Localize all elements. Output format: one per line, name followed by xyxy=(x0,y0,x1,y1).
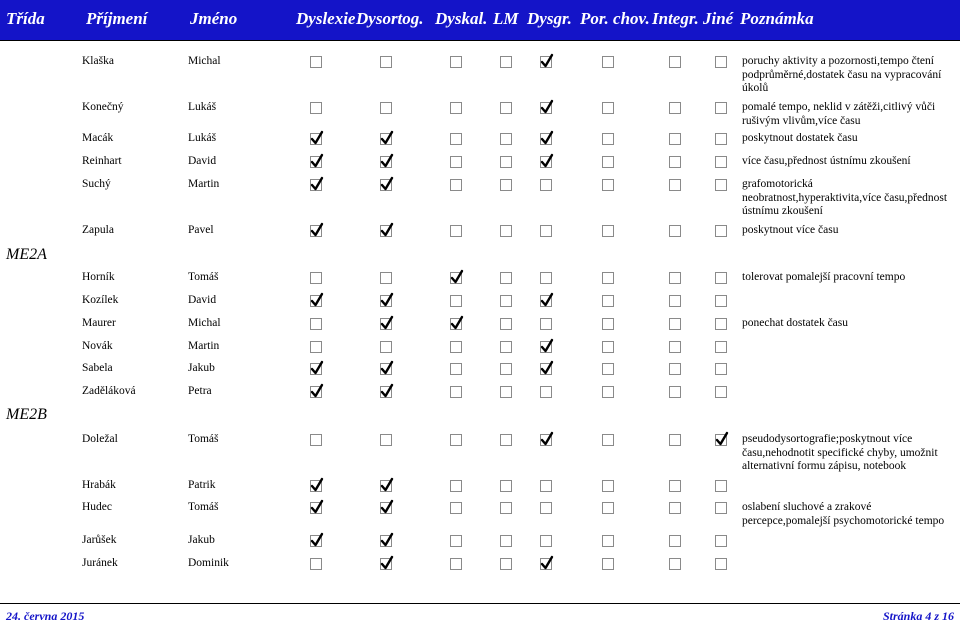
checkbox-checked[interactable] xyxy=(380,295,392,307)
checkbox-unchecked[interactable] xyxy=(500,558,512,570)
checkbox-unchecked[interactable] xyxy=(500,156,512,168)
checkbox-unchecked[interactable] xyxy=(500,386,512,398)
checkbox-unchecked[interactable] xyxy=(669,341,681,353)
student-name: Martin xyxy=(188,178,220,190)
checkbox-unchecked[interactable] xyxy=(450,558,462,570)
checkbox-checked[interactable] xyxy=(380,318,392,330)
checkbox-checked[interactable] xyxy=(540,434,552,446)
checkbox-unchecked[interactable] xyxy=(450,56,462,68)
checkbox-checked[interactable] xyxy=(450,318,462,330)
checkbox-unchecked[interactable] xyxy=(500,480,512,492)
header-dyskal: Dyskal. xyxy=(435,9,488,28)
checkmark-icon xyxy=(311,223,323,237)
checkmark-icon xyxy=(541,100,553,114)
student-note: tolerovat pomalejší pracovní tempo xyxy=(742,271,906,283)
checkbox-unchecked[interactable] xyxy=(540,318,552,330)
checkbox-checked[interactable] xyxy=(380,133,392,145)
checkbox-checked[interactable] xyxy=(380,480,392,492)
checkbox-unchecked[interactable] xyxy=(602,133,614,145)
checkbox-unchecked[interactable] xyxy=(450,434,462,446)
checkbox-unchecked[interactable] xyxy=(450,535,462,547)
checkbox-unchecked[interactable] xyxy=(500,225,512,237)
checkbox-unchecked[interactable] xyxy=(500,434,512,446)
student-note: grafomotorická neobratnost,hyperaktivita,více času,přednost ústnímu zkoušení xyxy=(742,178,948,217)
checkbox-checked[interactable] xyxy=(540,102,552,114)
checkbox-unchecked[interactable] xyxy=(310,318,322,330)
checkbox-unchecked[interactable] xyxy=(602,102,614,114)
checkbox-unchecked[interactable] xyxy=(450,133,462,145)
checkmark-icon xyxy=(381,500,393,514)
student-surname: Reinhart xyxy=(82,155,122,167)
table-header xyxy=(0,0,960,41)
checkbox-unchecked[interactable] xyxy=(310,434,322,446)
checkmark-icon xyxy=(311,154,323,168)
checkbox-unchecked[interactable] xyxy=(540,535,552,547)
checkmark-icon xyxy=(541,154,553,168)
student-note: ponechat dostatek času xyxy=(742,317,849,329)
checkbox-unchecked[interactable] xyxy=(500,341,512,353)
checkbox-unchecked[interactable] xyxy=(715,535,727,547)
group-label-me2a: ME2A xyxy=(6,246,47,263)
checkbox-unchecked[interactable] xyxy=(450,341,462,353)
checkbox-unchecked[interactable] xyxy=(602,56,614,68)
checkbox-unchecked[interactable] xyxy=(602,502,614,514)
checkmark-icon xyxy=(311,533,323,547)
checkbox-checked[interactable] xyxy=(310,225,322,237)
checkbox-checked[interactable] xyxy=(380,502,392,514)
checkbox-unchecked[interactable] xyxy=(669,179,681,191)
checkbox-unchecked[interactable] xyxy=(715,386,727,398)
checkbox-unchecked[interactable] xyxy=(310,558,322,570)
checkbox-checked[interactable] xyxy=(380,179,392,191)
checkmark-icon xyxy=(311,131,323,145)
student-surname: Hrabák xyxy=(82,479,116,491)
checkbox-checked[interactable] xyxy=(540,363,552,375)
student-surname: Kozílek xyxy=(82,294,119,306)
checkbox-unchecked[interactable] xyxy=(500,102,512,114)
checkmark-icon xyxy=(381,131,393,145)
checkbox-checked[interactable] xyxy=(310,295,322,307)
checkbox-unchecked[interactable] xyxy=(669,558,681,570)
student-name: Lukáš xyxy=(188,101,217,113)
student-note: poskytnout dostatek času xyxy=(742,132,858,144)
student-surname: Klaška xyxy=(82,55,114,67)
student-name: Pavel xyxy=(188,224,214,236)
checkbox-checked[interactable] xyxy=(310,535,322,547)
checkbox-unchecked[interactable] xyxy=(450,386,462,398)
checkmark-icon xyxy=(381,293,393,307)
checkbox-unchecked[interactable] xyxy=(715,179,727,191)
checkmark-icon xyxy=(381,154,393,168)
checkbox-checked[interactable] xyxy=(540,341,552,353)
student-surname: Sabela xyxy=(82,362,113,374)
checkbox-unchecked[interactable] xyxy=(602,156,614,168)
checkbox-checked[interactable] xyxy=(380,363,392,375)
checkbox-unchecked[interactable] xyxy=(715,225,727,237)
checkbox-unchecked[interactable] xyxy=(380,272,392,284)
group-label-me2b: ME2B xyxy=(6,406,47,423)
checkbox-unchecked[interactable] xyxy=(602,295,614,307)
checkbox-unchecked[interactable] xyxy=(500,272,512,284)
checkbox-unchecked[interactable] xyxy=(310,102,322,114)
student-name: Tomáš xyxy=(188,501,219,513)
checkbox-unchecked[interactable] xyxy=(540,502,552,514)
checkbox-unchecked[interactable] xyxy=(450,363,462,375)
checkmark-icon xyxy=(311,361,323,375)
checkmark-icon xyxy=(381,316,393,330)
checkbox-unchecked[interactable] xyxy=(669,156,681,168)
checkbox-checked[interactable] xyxy=(310,480,322,492)
student-name: Jakub xyxy=(188,362,215,374)
checkbox-unchecked[interactable] xyxy=(500,318,512,330)
checkmark-icon xyxy=(381,556,393,570)
student-surname: Juránek xyxy=(82,557,118,569)
checkbox-unchecked[interactable] xyxy=(602,341,614,353)
checkmark-icon xyxy=(541,339,553,353)
checkbox-unchecked[interactable] xyxy=(715,102,727,114)
student-note: více času,přednost ústnímu zkoušení xyxy=(742,155,911,167)
header-surname: Příjmení xyxy=(86,9,148,28)
student-surname: Jarůšek xyxy=(82,534,117,546)
checkbox-checked[interactable] xyxy=(310,363,322,375)
checkbox-unchecked[interactable] xyxy=(500,56,512,68)
student-name: Tomáš xyxy=(188,271,219,283)
student-surname: Macák xyxy=(82,132,114,144)
footer-page: Stránka 4 z 16 xyxy=(882,609,954,623)
student-note: pseudodysortografie;poskytnout více času,nehodnotit specifické chyby, umožnit alternativní formu zápisu, notebook xyxy=(742,433,938,472)
checkmark-icon xyxy=(541,131,553,145)
checkbox-unchecked[interactable] xyxy=(669,434,681,446)
student-name: Patrik xyxy=(188,479,216,491)
checkmark-icon xyxy=(381,177,393,191)
checkbox-unchecked[interactable] xyxy=(602,434,614,446)
checkbox-checked[interactable] xyxy=(310,502,322,514)
checkbox-unchecked[interactable] xyxy=(602,480,614,492)
checkbox-unchecked[interactable] xyxy=(602,386,614,398)
checkbox-unchecked[interactable] xyxy=(715,363,727,375)
checkbox-unchecked[interactable] xyxy=(669,295,681,307)
checkbox-unchecked[interactable] xyxy=(669,133,681,145)
student-name: Michal xyxy=(188,317,221,329)
checkmark-icon xyxy=(451,270,463,284)
checkbox-checked[interactable] xyxy=(310,386,322,398)
page-footer xyxy=(0,603,960,623)
checkbox-unchecked[interactable] xyxy=(715,272,727,284)
checkbox-unchecked[interactable] xyxy=(540,179,552,191)
checkbox-checked[interactable] xyxy=(540,133,552,145)
checkmark-icon xyxy=(541,361,553,375)
checkbox-unchecked[interactable] xyxy=(669,480,681,492)
checkbox-unchecked[interactable] xyxy=(669,56,681,68)
student-name: David xyxy=(188,155,217,167)
checkbox-unchecked[interactable] xyxy=(450,156,462,168)
checkbox-unchecked[interactable] xyxy=(450,102,462,114)
checkbox-unchecked[interactable] xyxy=(380,102,392,114)
checkbox-unchecked[interactable] xyxy=(715,56,727,68)
checkbox-unchecked[interactable] xyxy=(602,225,614,237)
checkbox-unchecked[interactable] xyxy=(715,295,727,307)
checkbox-checked[interactable] xyxy=(715,434,727,446)
checkbox-unchecked[interactable] xyxy=(715,133,727,145)
checkbox-unchecked[interactable] xyxy=(669,386,681,398)
checkbox-checked[interactable] xyxy=(540,558,552,570)
checkbox-unchecked[interactable] xyxy=(669,225,681,237)
header-por-chov: Por. chov. xyxy=(580,9,650,28)
student-name: Tomáš xyxy=(188,433,219,445)
checkbox-unchecked[interactable] xyxy=(715,502,727,514)
checkbox-unchecked[interactable] xyxy=(380,56,392,68)
student-note: oslabení sluchové a zrakové percepce,pomalejší psychomotorické tempo xyxy=(742,501,945,527)
checkmark-icon xyxy=(541,432,553,446)
student-name: Martin xyxy=(188,340,220,352)
checkbox-unchecked[interactable] xyxy=(540,225,552,237)
checkbox-unchecked[interactable] xyxy=(500,502,512,514)
checkmark-icon xyxy=(451,316,463,330)
checkbox-unchecked[interactable] xyxy=(500,133,512,145)
checkbox-unchecked[interactable] xyxy=(310,56,322,68)
checkbox-unchecked[interactable] xyxy=(715,156,727,168)
checkbox-unchecked[interactable] xyxy=(540,480,552,492)
student-name: Jakub xyxy=(188,534,215,546)
student-note: poruchy aktivity a pozornosti,tempo čtení podprůměrné,dostatek času na vypracování úkolů xyxy=(742,55,942,94)
checkbox-unchecked[interactable] xyxy=(669,102,681,114)
checkmark-icon xyxy=(381,533,393,547)
checkbox-unchecked[interactable] xyxy=(500,535,512,547)
header-jine: Jiné xyxy=(703,9,734,28)
student-name: Petra xyxy=(188,385,212,397)
checkbox-unchecked[interactable] xyxy=(450,502,462,514)
checkmark-icon xyxy=(311,478,323,492)
student-name: Michal xyxy=(188,55,221,67)
checkbox-unchecked[interactable] xyxy=(310,341,322,353)
student-note: pomalé tempo, neklid v zátěži,citlivý vůči rušivým vlivům,více času xyxy=(742,101,936,127)
checkmark-icon xyxy=(311,177,323,191)
student-surname: Horník xyxy=(82,271,115,283)
header-name: Jméno xyxy=(190,9,238,28)
checkbox-unchecked[interactable] xyxy=(500,363,512,375)
student-surname: Maurer xyxy=(82,317,116,329)
student-surname: Zaděláková xyxy=(82,385,136,397)
student-surname: Zapula xyxy=(82,224,114,236)
student-name: Lukáš xyxy=(188,132,217,144)
checkmark-icon xyxy=(541,556,553,570)
checkbox-unchecked[interactable] xyxy=(715,318,727,330)
student-surname: Suchý xyxy=(82,178,111,190)
checkbox-unchecked[interactable] xyxy=(500,295,512,307)
checkmark-icon xyxy=(381,478,393,492)
header-dyslexie: Dyslexie xyxy=(296,9,356,28)
student-surname: Hudec xyxy=(82,501,113,513)
student-name: Dominik xyxy=(188,557,229,569)
checkmark-icon xyxy=(541,54,553,68)
checkbox-unchecked[interactable] xyxy=(602,363,614,375)
header-poznamka: Poznámka xyxy=(740,9,814,28)
student-surname: Doležal xyxy=(82,433,118,445)
checkbox-unchecked[interactable] xyxy=(602,272,614,284)
student-surname: Novák xyxy=(82,340,113,352)
checkbox-unchecked[interactable] xyxy=(715,341,727,353)
checkbox-checked[interactable] xyxy=(540,295,552,307)
checkbox-checked[interactable] xyxy=(380,225,392,237)
checkbox-unchecked[interactable] xyxy=(450,225,462,237)
checkbox-unchecked[interactable] xyxy=(450,179,462,191)
checkmark-icon xyxy=(716,432,728,446)
checkbox-checked[interactable] xyxy=(310,133,322,145)
checkbox-checked[interactable] xyxy=(310,156,322,168)
footer-date: 24. června 2015 xyxy=(6,609,85,623)
checkbox-checked[interactable] xyxy=(380,558,392,570)
checkbox-checked[interactable] xyxy=(540,56,552,68)
checkbox-unchecked[interactable] xyxy=(450,480,462,492)
checkmark-icon xyxy=(381,361,393,375)
checkbox-checked[interactable] xyxy=(310,179,322,191)
checkbox-unchecked[interactable] xyxy=(602,558,614,570)
checkbox-unchecked[interactable] xyxy=(602,535,614,547)
checkmark-icon xyxy=(381,223,393,237)
checkbox-unchecked[interactable] xyxy=(602,318,614,330)
checkbox-checked[interactable] xyxy=(380,156,392,168)
checkbox-unchecked[interactable] xyxy=(380,341,392,353)
checkmark-icon xyxy=(311,384,323,398)
checkbox-unchecked[interactable] xyxy=(669,272,681,284)
header-class: Třída xyxy=(6,9,45,28)
student-name: David xyxy=(188,294,217,306)
checkmark-icon xyxy=(381,384,393,398)
checkbox-unchecked[interactable] xyxy=(669,318,681,330)
checkbox-unchecked[interactable] xyxy=(450,295,462,307)
checkbox-unchecked[interactable] xyxy=(310,272,322,284)
checkbox-unchecked[interactable] xyxy=(669,535,681,547)
checkbox-unchecked[interactable] xyxy=(715,558,727,570)
checkmark-icon xyxy=(311,500,323,514)
header-lm: LM xyxy=(493,9,519,28)
header-dysortog: Dysortog. xyxy=(356,9,424,28)
checkbox-unchecked[interactable] xyxy=(380,434,392,446)
student-note: poskytnout více času xyxy=(742,224,839,236)
checkbox-checked[interactable] xyxy=(380,386,392,398)
checkbox-checked[interactable] xyxy=(450,272,462,284)
checkbox-unchecked[interactable] xyxy=(715,480,727,492)
checkbox-unchecked[interactable] xyxy=(669,363,681,375)
checkbox-unchecked[interactable] xyxy=(540,272,552,284)
checkmark-icon xyxy=(541,293,553,307)
header-integr: Integr. xyxy=(652,9,699,28)
checkbox-unchecked[interactable] xyxy=(669,502,681,514)
checkbox-checked[interactable] xyxy=(540,156,552,168)
checkbox-unchecked[interactable] xyxy=(540,386,552,398)
checkbox-checked[interactable] xyxy=(380,535,392,547)
header-dysgr: Dysgr. xyxy=(527,9,572,28)
checkmark-icon xyxy=(311,293,323,307)
checkbox-unchecked[interactable] xyxy=(602,179,614,191)
checkbox-unchecked[interactable] xyxy=(500,179,512,191)
student-surname: Konečný xyxy=(82,101,124,113)
